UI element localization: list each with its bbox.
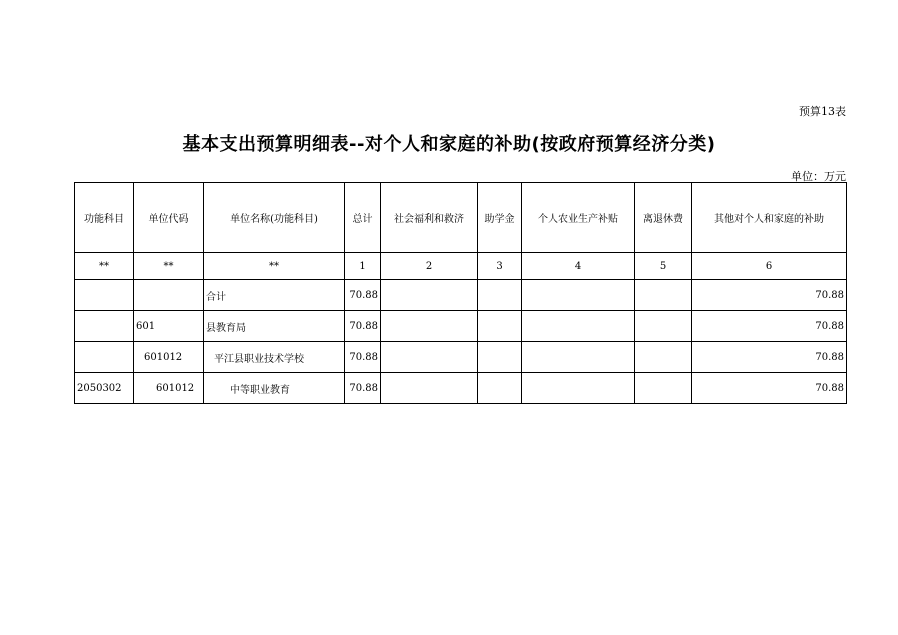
cell-func-code — [75, 311, 134, 342]
index-cell: ** — [204, 253, 345, 280]
col-header-total: 总计 — [345, 183, 381, 253]
col-header-retirement: 离退休费 — [635, 183, 692, 253]
table-index-row — [75, 253, 847, 280]
col-header-func-subject: 功能科目 — [75, 183, 134, 253]
index-cell: 3 — [478, 253, 522, 280]
cell-func-code: 2050302 — [75, 373, 134, 404]
cell-total: 70.88 — [345, 311, 381, 342]
cell-unit-code: 601012 — [134, 342, 204, 373]
col-header-unit-code: 单位代码 — [134, 183, 204, 253]
cell-welfare — [381, 280, 478, 311]
unit-label: 单位：万元 — [791, 170, 846, 183]
cell-func-code — [75, 342, 134, 373]
index-cell: 2 — [381, 253, 478, 280]
cell-welfare — [381, 373, 478, 404]
cell-total: 70.88 — [345, 342, 381, 373]
cell-agri-subsidy — [522, 311, 635, 342]
cell-stipend — [478, 311, 522, 342]
cell-other-subsidy: 70.88 — [692, 311, 847, 342]
cell-welfare — [381, 342, 478, 373]
cell-retirement — [635, 280, 692, 311]
cell-other-subsidy: 70.88 — [692, 373, 847, 404]
cell-other-subsidy: 70.88 — [692, 342, 847, 373]
table-row — [75, 342, 847, 373]
cell-total: 70.88 — [345, 373, 381, 404]
index-cell: 5 — [635, 253, 692, 280]
cell-unit-code — [134, 280, 204, 311]
col-header-other-subsidy: 其他对个人和家庭的补助 — [692, 183, 847, 253]
col-header-welfare: 社会福利和救济 — [381, 183, 478, 253]
cell-unit-name: 平江县职业技术学校 — [204, 342, 345, 373]
cell-other-subsidy: 70.88 — [692, 280, 847, 311]
table-row — [75, 311, 847, 342]
cell-stipend — [478, 342, 522, 373]
cell-total: 70.88 — [345, 280, 381, 311]
col-header-stipend: 助学金 — [478, 183, 522, 253]
cell-retirement — [635, 373, 692, 404]
cell-func-code — [75, 280, 134, 311]
cell-retirement — [635, 342, 692, 373]
cell-welfare — [381, 311, 478, 342]
form-number: 预算13表 — [799, 105, 846, 118]
cell-unit-name: 县教育局 — [204, 311, 345, 342]
index-cell: 4 — [522, 253, 635, 280]
budget-table — [74, 182, 847, 404]
page-title: 基本支出预算明细表--对个人和家庭的补助(按政府预算经济分类) — [182, 134, 716, 155]
cell-unit-code: 601012 — [134, 373, 204, 404]
col-header-agri-subsidy: 个人农业生产补贴 — [522, 183, 635, 253]
cell-unit-code: 601 — [134, 311, 204, 342]
cell-agri-subsidy — [522, 373, 635, 404]
index-cell: 1 — [345, 253, 381, 280]
col-header-unit-name: 单位名称(功能科目) — [204, 183, 345, 253]
cell-unit-name: 合计 — [204, 280, 345, 311]
table-header-row — [75, 183, 847, 253]
index-cell: ** — [75, 253, 134, 280]
cell-stipend — [478, 373, 522, 404]
cell-retirement — [635, 311, 692, 342]
index-cell: 6 — [692, 253, 847, 280]
cell-agri-subsidy — [522, 280, 635, 311]
index-cell: ** — [134, 253, 204, 280]
cell-agri-subsidy — [522, 342, 635, 373]
cell-unit-name: 中等职业教育 — [204, 373, 345, 404]
table-row-total — [75, 280, 847, 311]
cell-stipend — [478, 280, 522, 311]
table-row — [75, 373, 847, 404]
